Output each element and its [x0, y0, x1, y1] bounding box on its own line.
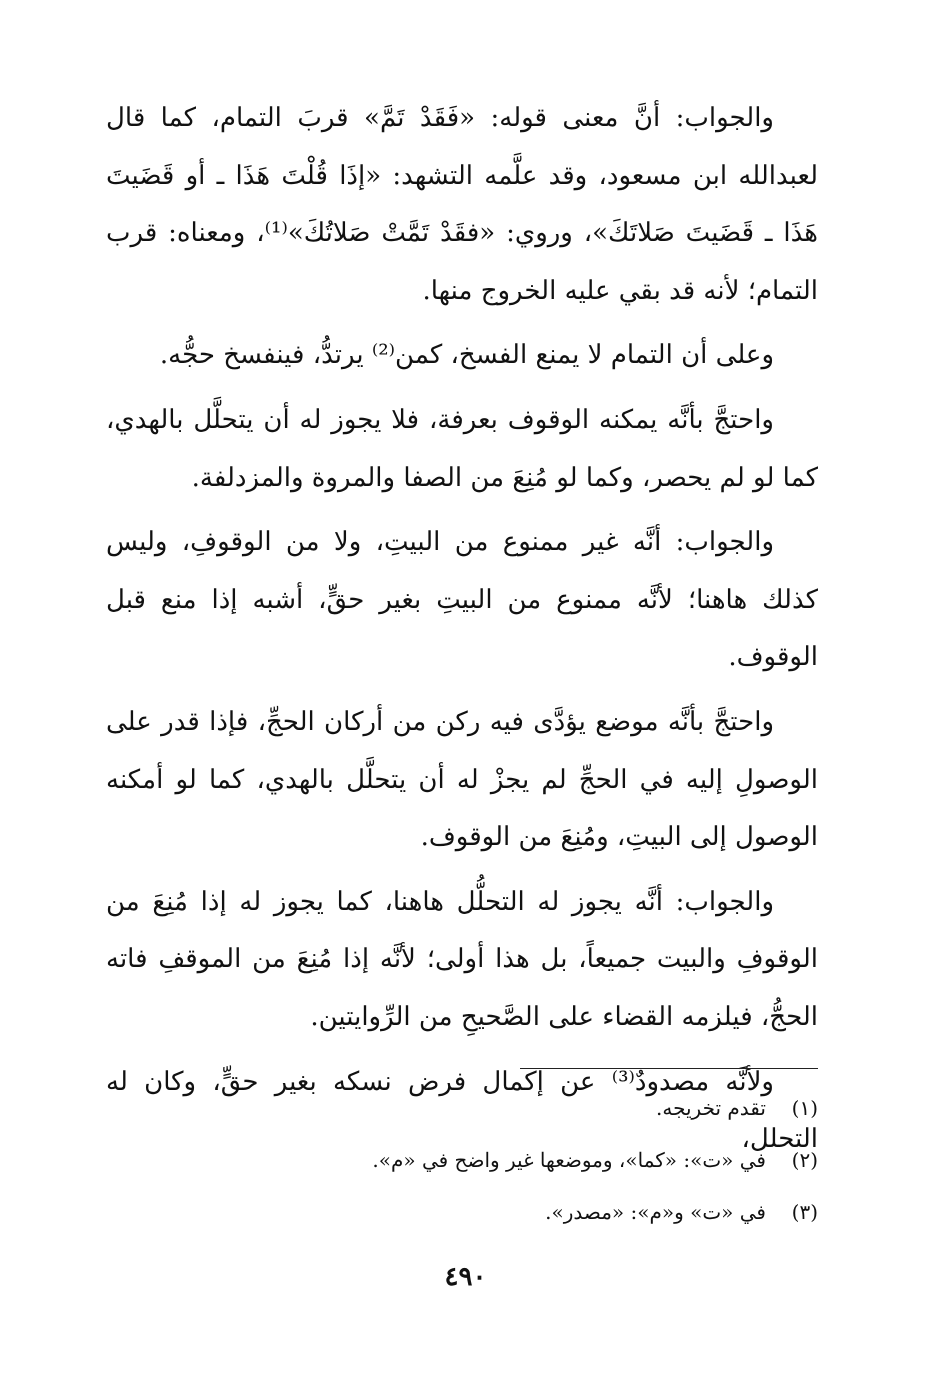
- page-number: ٤٩٠: [444, 1262, 487, 1292]
- footnote: [200, 1192, 818, 1244]
- main-text-block: [106, 90, 818, 1176]
- footnote-text: في «ت»: «كما»، وموضعها غير واضح في «م».: [372, 1148, 766, 1172]
- footnote-text: تقدم تخريجه.: [656, 1096, 766, 1120]
- footnote: [200, 1088, 818, 1140]
- paragraph: واحتجَّ بأنَّه موضع يؤدَّى فيه ركن من أركان الحجِّ، فإذا قدر على الوصولِ إليه في الحجِّ لم يجزْ له أن يتحلَّل بالهدي، كما لو أمكنه الوصول إلى البيتِ، ومُنِعَ من الوقوف.: [106, 706, 818, 853]
- footnote-text: في «ت» و«م»: «مصدر».: [545, 1200, 766, 1224]
- footnote-separator: [520, 1068, 818, 1069]
- paragraph: واحتجَّ بأنَّه يمكنه الوقوف بعرفة، فلا يجوز له أن يتحلَّل بالهدي، كما لو لم يحصر، وكما لو مُنِعَ من الصفا والمروة والمزدلفة.: [106, 404, 818, 493]
- footnotes: [200, 1088, 818, 1244]
- footnote-number: (١): [791, 1096, 818, 1120]
- footnote: [200, 1140, 818, 1192]
- paragraph: ولأنَّه مصدودٌ⁽³⁾ عن إكمال فرض نسكه بغير حقٍّ، وكان له التحلل،: [106, 1066, 818, 1155]
- footnote-number: (٣): [791, 1200, 818, 1224]
- paragraph: وعلى أن التمام لا يمنع الفسخ، كمن⁽²⁾ يرتدُّ، فينفسخ حجُّه.: [159, 340, 774, 371]
- paragraph: والجواب: أنَّه غير ممنوع من البيتِ، ولا من الوقوفِ، وليس كذلك هاهنا؛ لأنَّه ممنوع من البيتِ بغير حقٍّ، أشبه إذا منع قبل الوقوف.: [106, 527, 818, 673]
- paragraph: والجواب: أنَّه يجوز له التحلُّل هاهنا، كما يجوز له إذا مُنِعَ من الوقوفِ والبيت جميعاً، بل هذا أولى؛ لأنَّه إذا مُنِعَ من الموقفِ فاته الحجُّ، فيلزمه القضاء على الصَّحيحِ من الرِّوايتين.: [106, 886, 818, 1032]
- footnote-number: (٢): [791, 1148, 818, 1172]
- paragraph: والجواب: أنَّ معنى قوله: «فَقَدْ تَمَّ» قربَ التمام، كما قال لعبدالله ابن مسعود، وقد علَّمه التشهد: «إذَا قُلْتَ هَذَا ـ أو قَضَيتَ هَذَا ـ قَضَيتَ صَلاتَكَ»، وروي: «فقَدْ تَمَّتْ صَلاتُكَ»⁽¹⁾، ومعناه: قرب التمام؛ لأنه قد بقي عليه الخروج منها.: [106, 103, 819, 306]
